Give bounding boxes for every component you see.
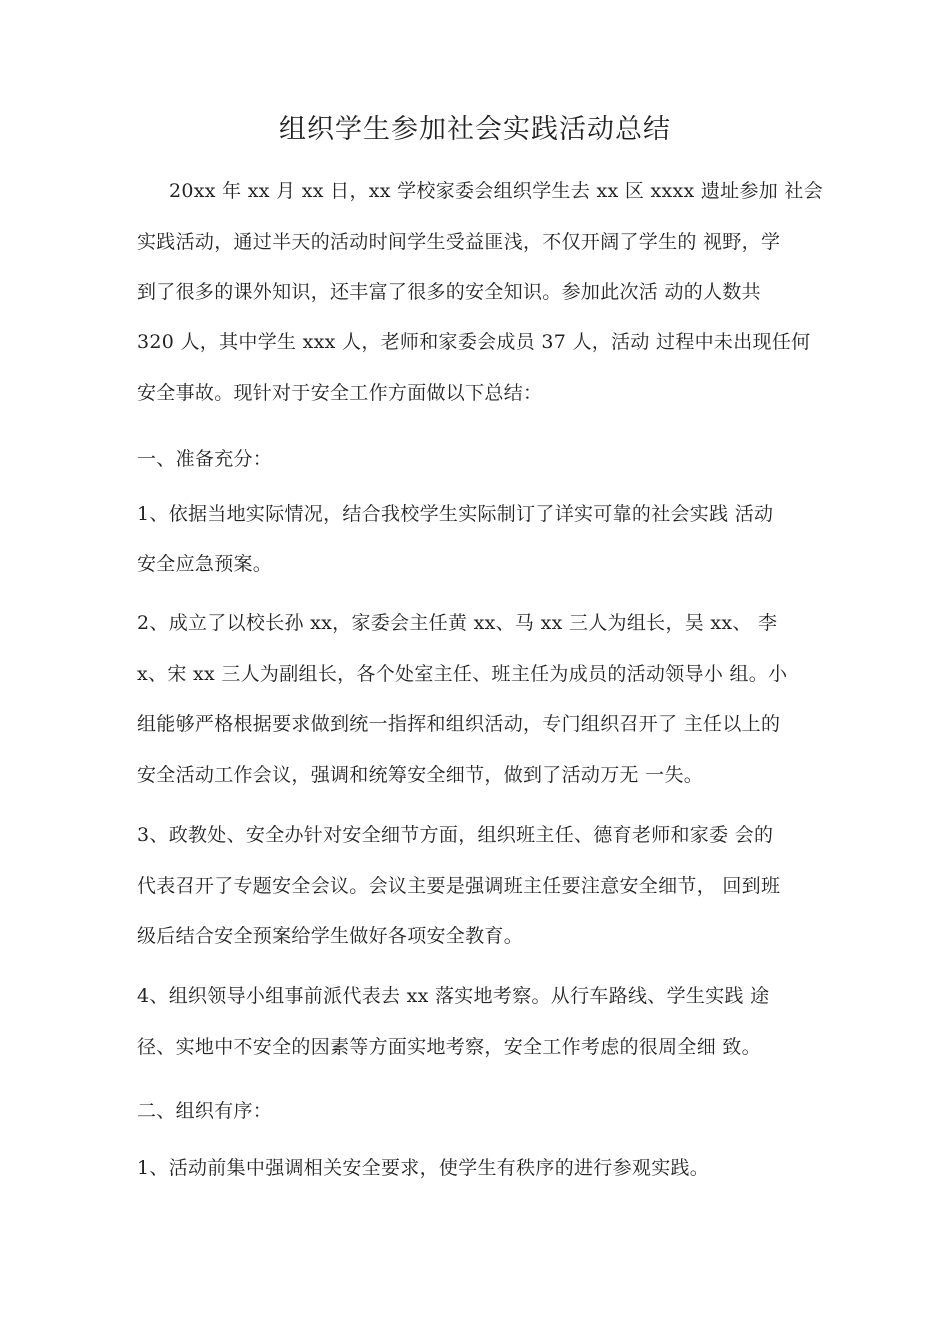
paragraph-line: 3、政教处、安全办针对安全细节方面，组织班主任、德育老师和家委 会的 [137,824,774,846]
paragraph-line: 径、实地中不安全的因素等方面实地考察，安全工作考虑的很周全细 致。 [137,1036,761,1058]
paragraph-line: 安全应急预案。 [137,553,273,575]
paragraph-line: 20xx 年 xx 月 xx 日，xx 学校家委会组织学生去 xx 区 xxxx 遗址参加 社会 [169,180,824,202]
paragraph-line: x、宋 xx 三人为副组长，各个处室主任、班主任为成员的活动领导小 组。小 [137,663,788,685]
paragraph-line: 2、成立了以校长孙 xx，家委会主任黄 xx、马 xx 三人为组长，吴 xx、 李 [137,612,778,634]
section-heading: 二、组织有序： [137,1100,273,1122]
paragraph-line: 组能够严格根据要求做到统一指挥和组织活动，专门组织召开了 主任以上的 [137,713,781,735]
paragraph-line: 代表召开了专题安全会议。会议主要是强调班主任要注意安全细节， 回到班 [137,875,781,897]
paragraph-line: 1、依据当地实际情况，结合我校学生实际制订了详实可靠的社会实践 活动 [137,503,774,525]
paragraph-line: 实践活动，通过半天的活动时间学生受益匪浅，不仅开阔了学生的 视野，学 [137,231,781,253]
paragraph-line: 到了很多的课外知识，还丰富了很多的安全知识。参加此次活 动的人数共 [137,281,761,303]
paragraph-line: 安全活动工作会议，强调和统筹安全细节，做到了活动万无 一失。 [137,764,704,786]
paragraph-line: 1、活动前集中强调相关安全要求，使学生有秩序的进行参观实践。 [137,1157,710,1179]
paragraph-line: 级后结合安全预案给学生做好各项安全教育。 [137,925,524,947]
document-title: 组织学生参加社会实践活动总结 [279,114,671,145]
paragraph-line: 安全事故。现针对于安全工作方面做以下总结： [137,382,543,404]
section-heading: 一、准备充分： [137,448,273,470]
paragraph-line: 4、组织领导小组事前派代表去 xx 落实地考察。从行车路线、学生实践 途 [137,985,770,1007]
paragraph-line: 320 人，其中学生 xxx 人，老师和家委会成员 37 人，活动 过程中未出现任何 [137,331,811,353]
